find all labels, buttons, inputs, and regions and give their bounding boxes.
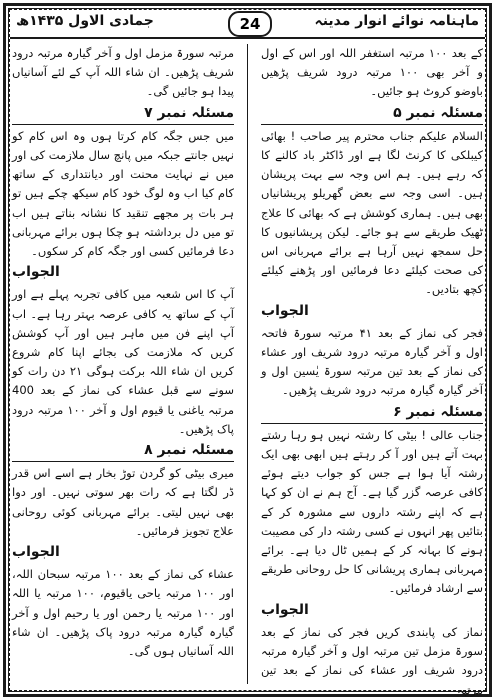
- column-divider: [247, 44, 248, 684]
- continued-paragraph: مرتبہ سورۃ مزمل اول و آخر گیارہ مرتبہ درود شریف پڑھیں۔ ان شاء اللہ آپ کے لئے آسانیاں پیدا ہو جائیں گی۔: [12, 46, 234, 99]
- question-5-heading: مسئلہ نمبر ۵: [261, 104, 483, 125]
- question-6-text: جناب عالی ! بیٹی کا رشتہ نہیں ہو رہا رشتے بہت آتے ہیں اور آ کر رہتے ہیں ابھی بھی ایک رشتہ آیا ہوا ہے جس کو جواب دیتے ہوئے کافی عرصہ گزر گیا ہے۔ آج ہم نے ان کو کہا ہے کہ اپنے رشتہ داروں سے مشورہ کر کے بتائیں پھر انہوں نے کسی رشتہ دار کی مصیبت ہونے کا بہانہ کر کے ہمیں ٹال دیا ہے۔ برائے مہربانی ہماری پریشانی کا حل روحانی طریقے سے ارشاد فرمائیں۔: [261, 427, 483, 596]
- page-header: [10, 9, 485, 39]
- answer-7-heading: الجواب: [12, 264, 60, 281]
- question-5-text: السلام علیکم جناب محترم پیر صاحب ! بھائی کیبلکی کا کرنٹ لگا ہے اور ڈاکٹر باد کالنے کا کہ رہے ہیں۔ ہم اس وجہ سے بہت پریشان ہیں۔ اسی وجہ سے بعض گھریلو پریشانیاں بھی ہیں۔ ہماری کوشش ہے کہ بھائی کا علاج ٹھیک طریقے سے ہو جائے۔ لیکن پریشانیوں کا حل سمجھ نہیں آرہا ہے برائے مہربانی اس کی صحت کیلئے دعا فرمائیں اور پڑھنے کیلئے کچھ بتادیں۔: [261, 128, 483, 297]
- answer-7-text: آپ کا اس شعبہ میں کافی تجربہ پہلے ہے اور آپ کے ساتھ یہ کافی عرصہ بہتر رہا ہے۔ اب آپ اپنے فن میں ماہر ہیں اور آپ کوشش کریں کہ ملازمت کی بجائے اپنا کام شروع کریں ان شاء اللہ برکت ہوگی ۲۱ دن رات کو سونے سے قبل عشاء کی نماز کے بعد 400 مرتبہ یاغنی یا قیوم اول و آخر ۱۰۰ مرتبہ درود پاک پڑھیں۔: [12, 287, 234, 436]
- answer-5-text: فجر کی نماز کے بعد ۴۱ مرتبہ سورۃ فاتحہ اول و آخر گیارہ مرتبہ درود شریف اور عشاء کی نماز کے بعد تین مرتبہ سورۃ یٰسین اول و آخر گیارہ گیارہ مرتبہ درود شریف پڑھیں۔: [261, 325, 483, 398]
- answer-8-heading: الجواب: [12, 544, 60, 561]
- right-column: [261, 44, 483, 697]
- question-6-heading: مسئلہ نمبر ۶: [261, 403, 483, 424]
- answer-8-text: عشاء کی نماز کے بعد ۱۰۰ مرتبہ سبحان اللہ، اور ۱۰۰ مرتبہ یاحی یاقیوم، ۱۰۰ مرتبہ یا اللہ اور ۱۰۰ مرتبہ یا رحمن اور یا رحیم اول و آخر گیارہ گیارہ مرتبہ درود پاک پڑھیں۔ ان شاء اللہ آسانیاں ہوں گی۔: [12, 567, 234, 659]
- left-column: [12, 44, 234, 684]
- magazine-title: ماہنامہ نوائے انوار مدینہ: [314, 13, 479, 29]
- question-7-heading: مسئلہ نمبر ۷: [12, 104, 234, 125]
- page-number: 24: [228, 11, 272, 37]
- question-7-text: میں جس جگہ کام کرتا ہوں وہ اس کام کو نہیں جانتے جبکہ میں پانچ سال ملازمت کی اور میں نے نہایت محنت اور دیانتداری کے ساتھ کام کیا اب وہ لوگ خود کام سیکھ چکے ہیں تو ہر بات پر مجھے تنقید کا نشانہ بناتے ہیں اب تو میں دل برداشتہ ہو چکا ہوں برائے مہربانی دعا فرمائیں کسی اور جگہ کام کر سکوں۔: [12, 128, 234, 259]
- answer-6-heading: الجواب: [261, 601, 309, 618]
- answer-5-heading: الجواب: [261, 302, 309, 319]
- continued-paragraph: کے بعد ۱۰۰ مرتبہ استغفر اللہ اور اس کے اول و آخر بھی ۱۰۰ مرتبہ درود شریف پڑھیں باوضو کروٹ ہو جائیں۔: [261, 46, 483, 99]
- answer-6-text: نماز کی پابندی کریں فجر کی نماز کے بعد سورۃ مزمل تین مرتبہ اول و آخر گیارہ مرتبہ درود شریف اور عشاء کی نماز کے بعد تین مرتبہ: [261, 624, 483, 697]
- question-8-heading: مسئلہ نمبر ۸: [12, 441, 234, 462]
- issue-date: جمادی الاول ۱۴۳۵ھ: [16, 13, 154, 29]
- question-8-text: میری بیٹی کو گردن توڑ بخار ہے اسے اس قدر ڈر لگتا ہے کہ رات بھر سوتی نہیں۔ اور دوا بھی نہیں لیتی۔ برائے مہربانی کوئی روحانی علاج تجویز فرمائیں۔: [12, 466, 234, 538]
